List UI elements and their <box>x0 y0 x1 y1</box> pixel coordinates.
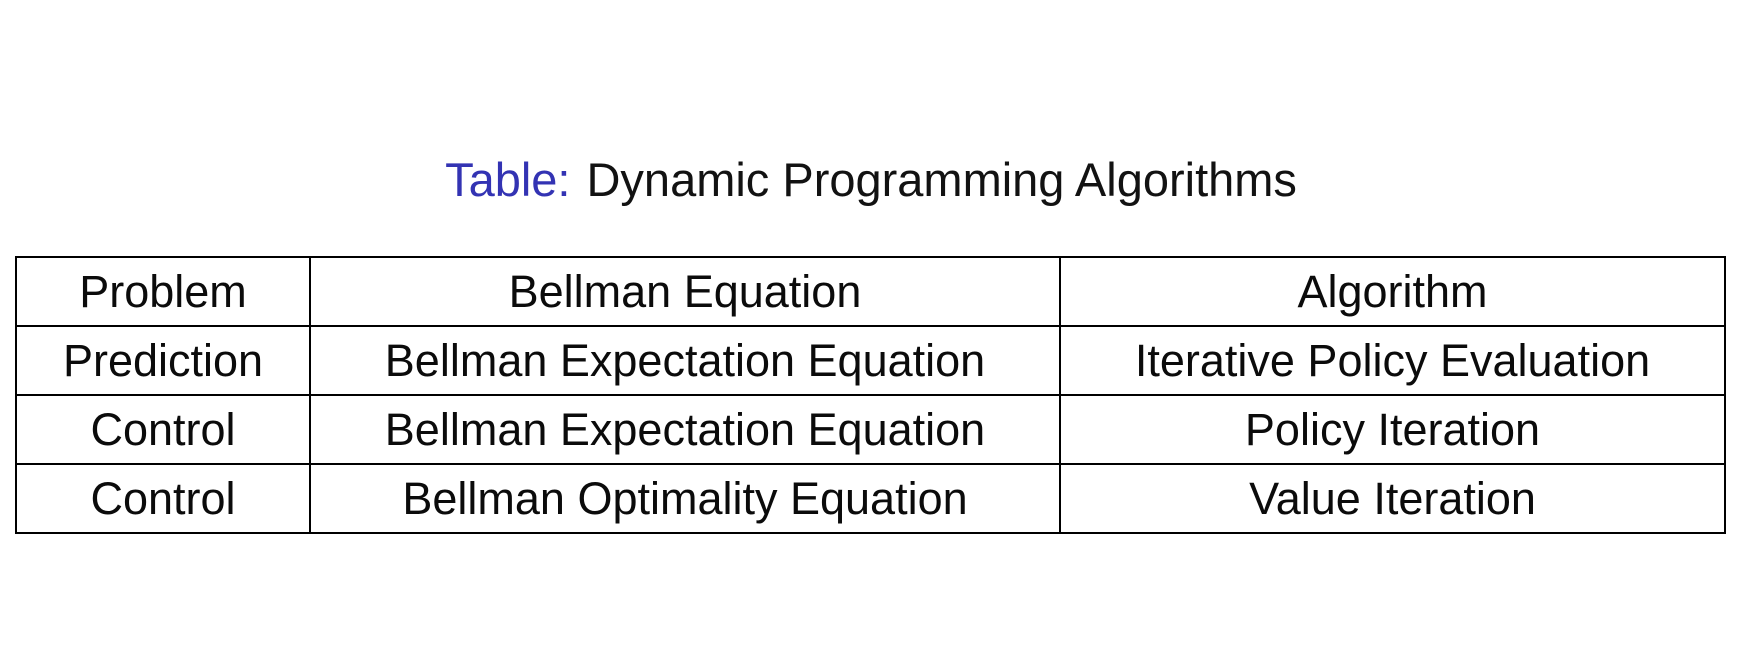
table-cell: Iterative Policy Evaluation <box>1060 326 1725 395</box>
row-control-policy-iteration <box>16 395 1725 464</box>
header-bellman-equation: Bellman Equation <box>310 257 1060 326</box>
header-problem: Problem <box>16 257 310 326</box>
caption-label: Table: <box>445 153 571 206</box>
table-cell: Bellman Optimality Equation <box>310 464 1060 533</box>
dp-algorithms-table <box>15 256 1726 534</box>
table-cell: Bellman Expectation Equation <box>310 395 1060 464</box>
table-caption <box>0 150 1742 210</box>
table-cell: Prediction <box>16 326 310 395</box>
table-cell: Control <box>16 395 310 464</box>
header-row <box>16 257 1725 326</box>
table-cell: Policy Iteration <box>1060 395 1725 464</box>
header-algorithm: Algorithm <box>1060 257 1725 326</box>
table-cell: Control <box>16 464 310 533</box>
table-cell: Value Iteration <box>1060 464 1725 533</box>
row-control-value-iteration <box>16 464 1725 533</box>
row-prediction <box>16 326 1725 395</box>
table-cell: Bellman Expectation Equation <box>310 326 1060 395</box>
caption-title: Dynamic Programming Algorithms <box>586 153 1297 206</box>
